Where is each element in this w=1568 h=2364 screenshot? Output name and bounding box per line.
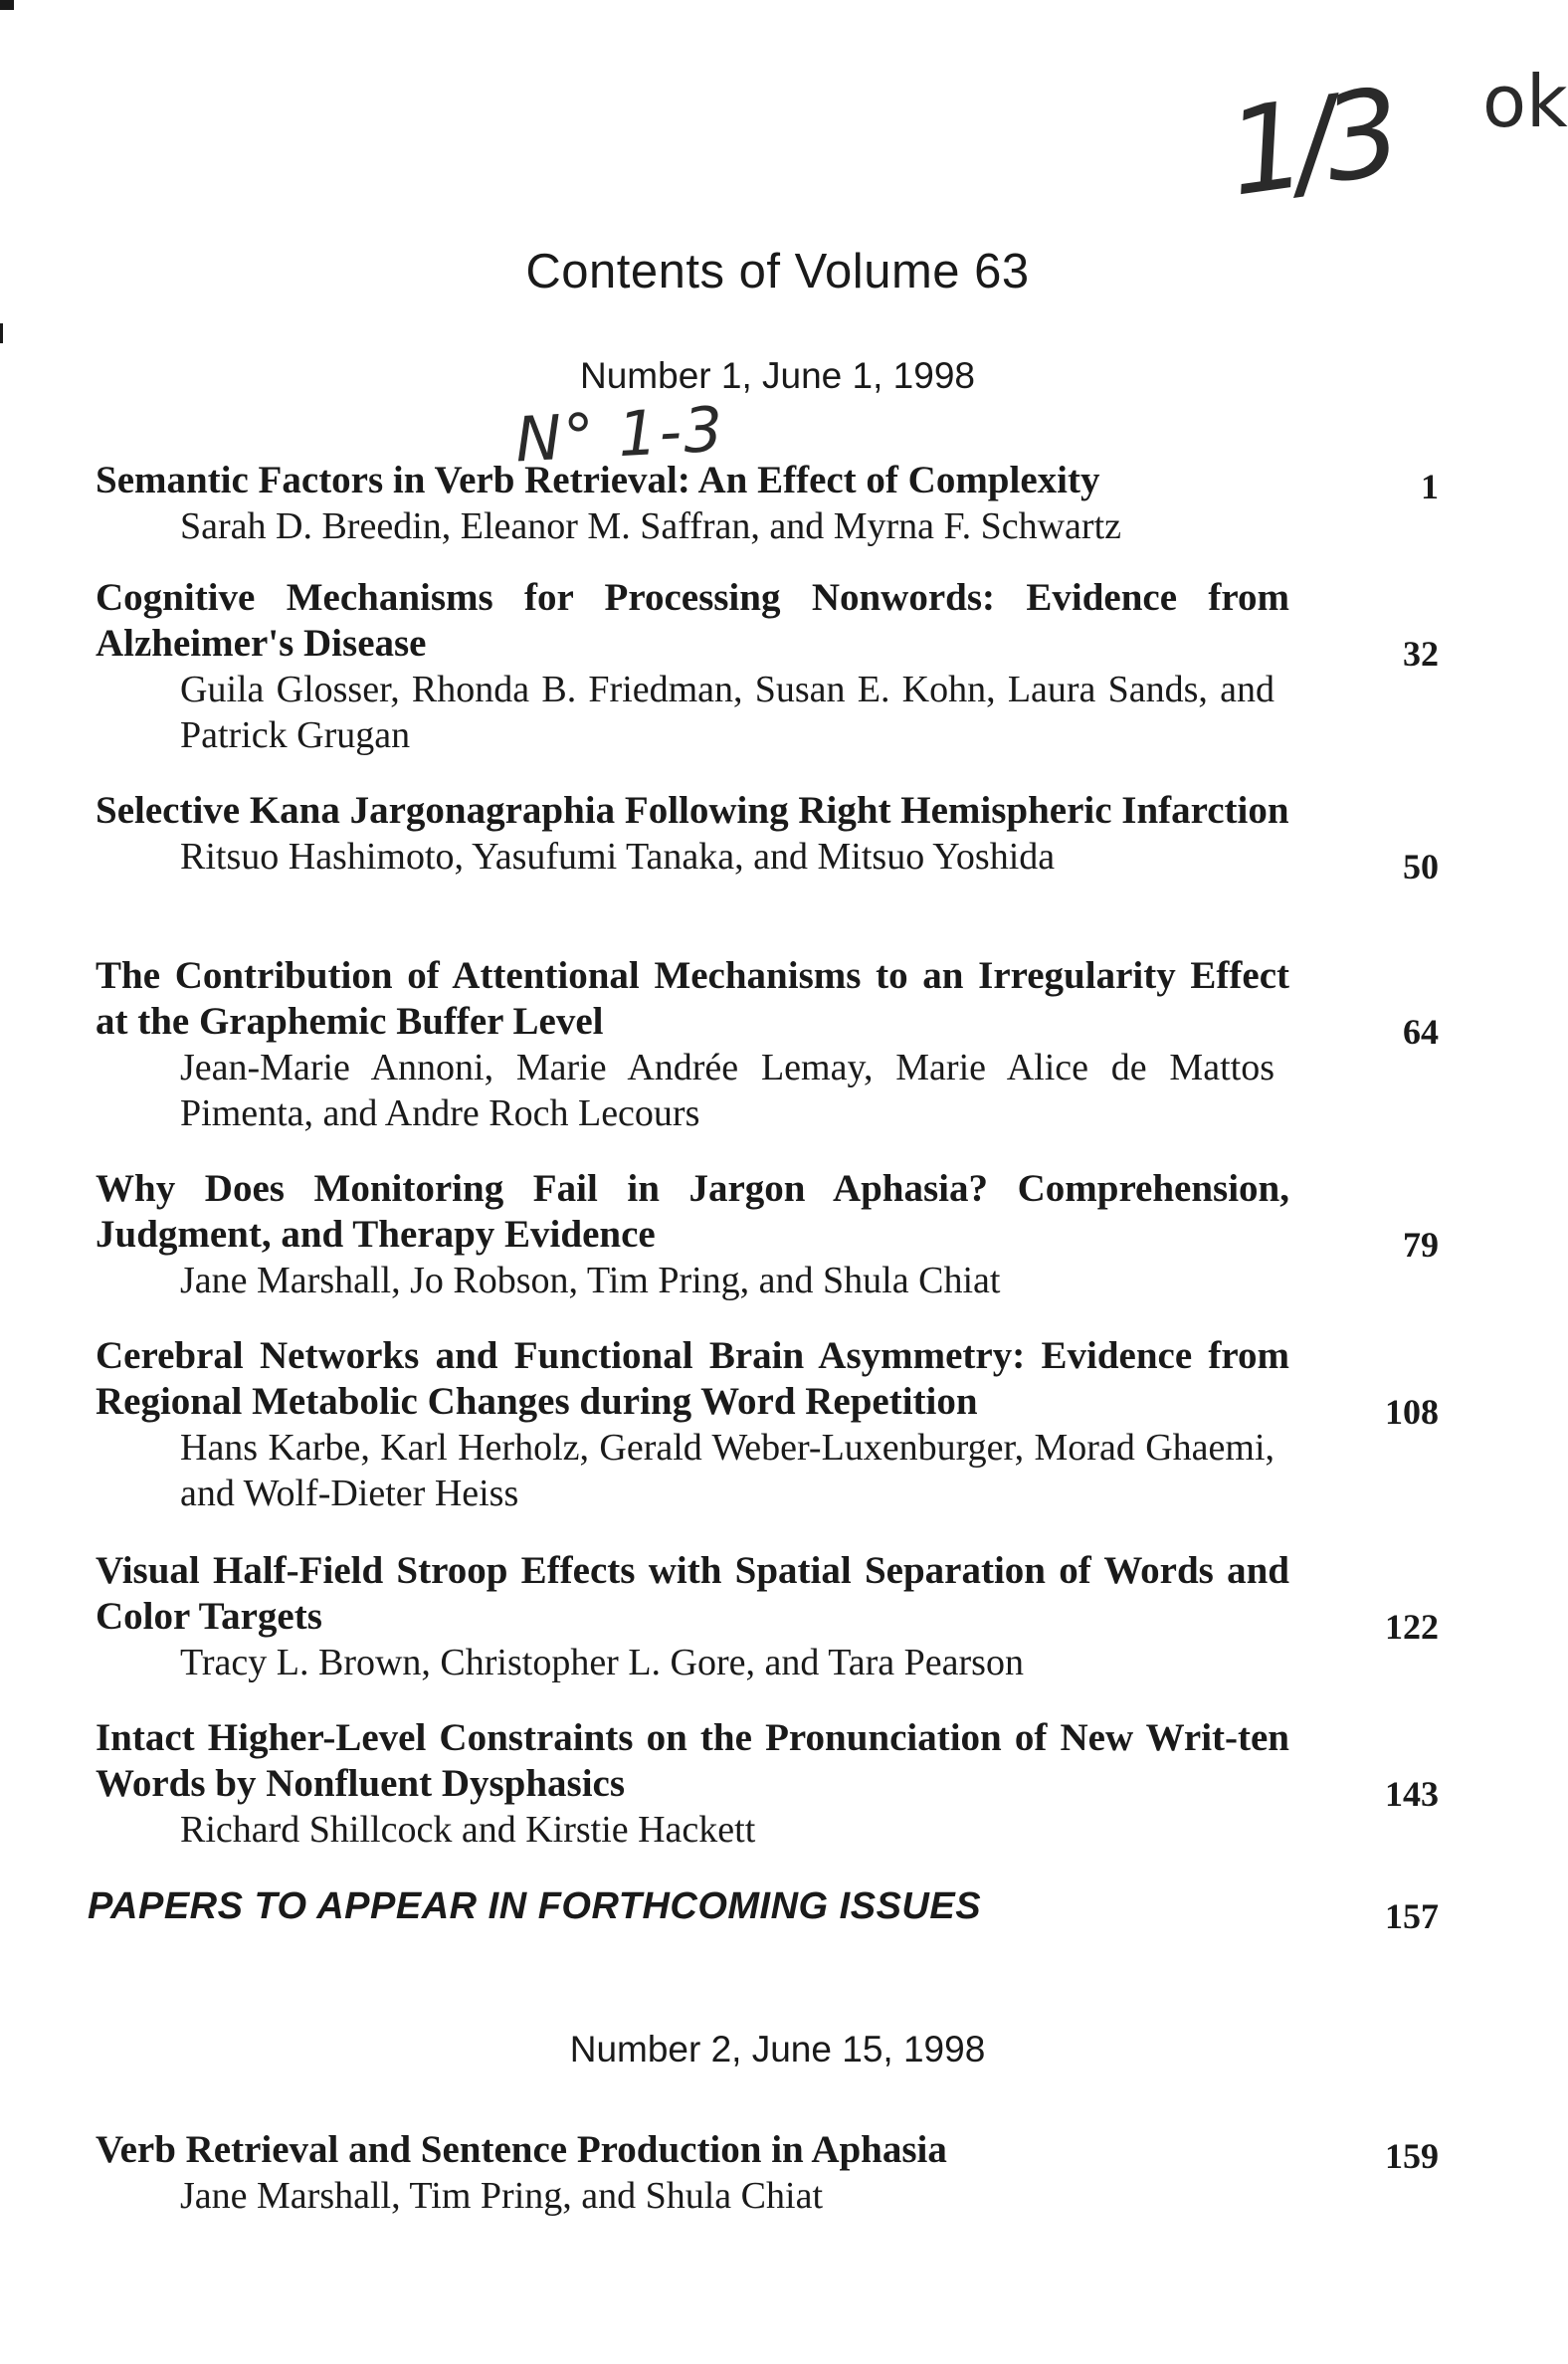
article-authors: Richard Shillcock and Kirstie Hackett (180, 1809, 756, 1851)
article-title: Visual Half-Field Stroop Effects with Spatial Separation of Words and Color Targets (96, 1549, 1289, 1638)
handwritten-ok-mark: ok (1482, 60, 1568, 143)
article-page-number: 32 (1403, 634, 1439, 674)
scan-artifact (0, 0, 14, 10)
handwritten-number-note: N° 1-3 (513, 392, 727, 477)
article-title: Cerebral Networks and Functional Brain Asymmetry: Evidence from Regional Metabolic Changes during Word Repetition (96, 1334, 1289, 1423)
issue-heading: Number 2, June 15, 1998 (569, 2029, 986, 2069)
article-authors: Sarah D. Breedin, Eleanor M. Saffran, and Myrna F. Schwartz (180, 505, 1121, 547)
toc-entry (96, 575, 1439, 758)
toc-entry (96, 2127, 1439, 2219)
toc-entry (96, 1166, 1439, 1303)
article-page-number: 159 (1385, 2136, 1439, 2176)
scan-artifact (0, 323, 3, 343)
article-title: Verb Retrieval and Sentence Production in Aphasia (96, 2128, 947, 2171)
article-authors: Jane Marshall, Jo Robson, Tim Pring, and Shula Chiat (180, 1260, 1001, 1301)
toc-entry (96, 458, 1439, 549)
toc-entry (96, 953, 1439, 1136)
article-authors: Guila Glosser, Rhonda B. Friedman, Susan E. Kohn, Laura Sands, and Patrick Grugan (180, 669, 1274, 756)
article-title: The Contribution of Attentional Mechanisms to an Irregularity Effect at the Graphemic Buffer Level (96, 954, 1289, 1043)
forthcoming-page-number: 157 (1385, 1896, 1439, 1936)
article-title: Selective Kana Jargonagraphia Following Right Hemispheric Infarction (96, 789, 1289, 832)
forthcoming-papers-heading: PAPERS TO APPEAR IN FORTHCOMING ISSUES (88, 1885, 982, 1927)
toc-entry (96, 1715, 1439, 1853)
article-title: Intact Higher-Level Constraints on the Pronunciation of New Writ-ten Words by Nonfluent Dysphasics (96, 1716, 1289, 1805)
article-title: Cognitive Mechanisms for Processing Nonwords: Evidence from Alzheimer's Disease (96, 576, 1289, 665)
article-authors: Tracy L. Brown, Christopher L. Gore, and Tara Pearson (180, 1642, 1024, 1683)
toc-entry (96, 788, 1439, 886)
article-authors: Jane Marshall, Tim Pring, and Shula Chiat (180, 2175, 823, 2217)
page-title: Contents of Volume 63 (525, 245, 1030, 298)
article-page-number: 1 (1421, 467, 1439, 506)
article-title: Why Does Monitoring Fail in Jargon Aphasia? Comprehension, Judgment, and Therapy Evidence (96, 1167, 1289, 1256)
article-authors: Ritsuo Hashimoto, Yasufumi Tanaka, and Mitsuo Yoshida (180, 836, 1056, 878)
toc-entry (96, 1333, 1439, 1516)
article-authors: Hans Karbe, Karl Herholz, Gerald Weber-Luxenburger, Morad Ghaemi, and Wolf-Dieter Heiss (180, 1427, 1274, 1514)
article-authors: Jean-Marie Annoni, Marie Andrée Lemay, Marie Alice de Mattos Pimenta, and Andre Roch Lecours (180, 1047, 1274, 1134)
issue-heading: Number 1, June 1, 1998 (580, 355, 975, 396)
article-page-number: 108 (1385, 1392, 1439, 1432)
article-page-number: 64 (1403, 1012, 1439, 1052)
handwritten-fraction: 1/3 (1220, 64, 1401, 224)
toc-entry (96, 1548, 1439, 1685)
article-page-number: 50 (1403, 847, 1439, 886)
article-page-number: 143 (1385, 1774, 1439, 1814)
article-title: Semantic Factors in Verb Retrieval: An Effect of Complexity (96, 459, 1100, 501)
article-page-number: 79 (1403, 1225, 1439, 1265)
article-page-number: 122 (1385, 1607, 1439, 1647)
